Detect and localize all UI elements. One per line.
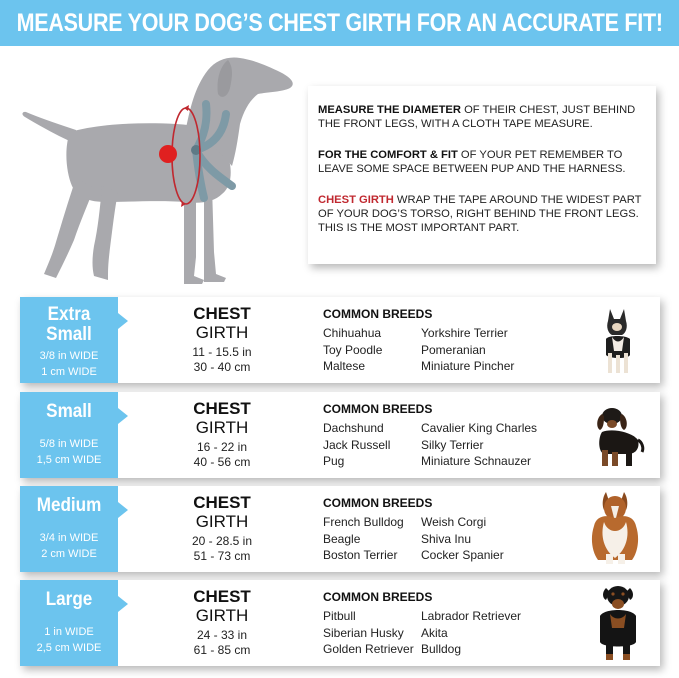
rottweiler-icon (590, 582, 646, 664)
girth-cm: 61 - 85 cm (193, 643, 251, 657)
size-name-line: Large (45, 589, 93, 610)
chihuahua-icon (592, 305, 642, 377)
girth-inches: 24 - 33 in (196, 628, 248, 642)
breeds-title: COMMON BREEDS (323, 590, 433, 604)
girth-inches: 11 - 15.5 in (192, 345, 252, 359)
girth-cm: 40 - 56 cm (193, 455, 251, 469)
breed-item: French Bulldog (323, 515, 404, 529)
breed-item: Golden Retriever (323, 642, 414, 656)
chest-girth-block (162, 587, 282, 658)
chest-label: CHEST (193, 587, 251, 606)
breed-item: Miniature Pincher (421, 359, 515, 373)
breed-item: Shiva Inu (421, 531, 472, 546)
breeds-title: COMMON BREEDS (323, 307, 433, 321)
breed-item: Yorkshire Terrier (421, 326, 508, 340)
breed-item: Maltese (323, 359, 366, 373)
breed-item: Akita (421, 625, 448, 640)
breed-item: Dachshund (323, 421, 384, 435)
breed-item: Siberian Husky (323, 625, 404, 640)
size-tab (20, 486, 118, 572)
girth-cm: 51 - 73 cm (193, 549, 251, 563)
instruction-lead: MEASURE THE DIAMETER (318, 104, 461, 116)
instruction-comfort (318, 148, 646, 176)
breeds-title: COMMON BREEDS (323, 402, 433, 416)
size-name-line: Medium (36, 495, 102, 516)
size-tab (20, 297, 118, 383)
breed-item: Cocker Spanier (421, 548, 504, 562)
girth-label: GIRTH (195, 512, 249, 531)
size-name-line: Small (46, 324, 92, 345)
breed-item: Miniature Schnauzer (421, 454, 532, 468)
chest-girth-block (162, 304, 282, 375)
strap-width-cm: 1 cm WIDE (41, 366, 97, 378)
breed-item: Chihuahua (323, 326, 382, 340)
breed-item: Pug (323, 454, 345, 468)
breed-item: Toy Poodle (323, 342, 383, 357)
instruction-diameter (318, 103, 646, 131)
breed-item: Jack Russell (323, 437, 391, 452)
instruction-lead: FOR THE COMFORT & FIT (318, 149, 458, 161)
breed-item: Silky Terrier (421, 437, 484, 452)
size-row-large (20, 580, 660, 666)
instruction-text: OF THEIR CHEST, JUST BEHIND THE FRONT LEGS, WITH A CLOTH TAPE MEASURE. (318, 104, 636, 130)
common-breeds (323, 496, 583, 564)
size-row-small (20, 392, 660, 478)
strap-width-in: 1 in WIDE (44, 626, 94, 638)
chest-label: CHEST (193, 304, 251, 323)
girth-cm: 30 - 40 cm (193, 360, 251, 374)
dog-silhouette-icon (22, 58, 292, 285)
strap-width-cm: 2,5 cm WIDE (36, 642, 102, 654)
dog-harness-illustration (18, 52, 308, 292)
size-row-medium (20, 486, 660, 572)
breed-item: Pomeranian (421, 342, 486, 357)
chest-girth-block (162, 493, 282, 564)
girth-inches: 20 - 28.5 in (191, 534, 253, 548)
breed-item: Weish Corgi (421, 515, 487, 529)
strap-width-in: 5/8 in WIDE (39, 438, 99, 450)
collie-icon (584, 488, 646, 568)
chest-label: CHEST (193, 493, 251, 512)
breed-item: Bulldog (421, 642, 462, 656)
strap-width-cm: 2 cm WIDE (41, 548, 97, 560)
measuring-instructions-card (308, 86, 656, 264)
title-banner (0, 0, 679, 46)
size-name-line: Extra (47, 304, 91, 325)
common-breeds (323, 307, 583, 375)
girth-label: GIRTH (195, 606, 249, 625)
strap-width-cm: 1,5 cm WIDE (36, 454, 102, 466)
dachshund-icon (582, 404, 646, 470)
page-title: MEASURE YOUR DOG’S CHEST GIRTH FOR AN ACCURATE FIT! (16, 8, 663, 37)
size-tab (20, 580, 118, 666)
girth-inches: 16 - 22 in (196, 440, 248, 454)
size-tab (20, 392, 118, 478)
breeds-title: COMMON BREEDS (323, 496, 433, 510)
breed-item: Beagle (323, 531, 361, 546)
strap-width-in: 3/4 in WIDE (39, 532, 99, 544)
strap-width-in: 3/8 in WIDE (39, 350, 99, 362)
breed-item: Boston Terrier (323, 548, 398, 562)
instruction-text: WRAP THE TAPE AROUND THE WIDEST PART OF YOUR DOG’S TORSO, RIGHT BEHIND THE FRONT LEGS. THIS IS THE MOST IMPORTANT PART. (318, 194, 642, 234)
breed-item: Pitbull (323, 609, 356, 623)
size-name-line: Small (46, 401, 92, 422)
breed-item: Cavalier King Charles (421, 421, 538, 435)
chest-label: CHEST (193, 399, 251, 418)
instruction-chest-girth (318, 193, 646, 235)
girth-label: GIRTH (195, 418, 249, 437)
girth-label: GIRTH (195, 323, 249, 342)
size-row-extra-small (20, 297, 660, 383)
instruction-text: OF YOUR PET REMEMBER TO LEAVE SOME SPACE BETWEEN PUP AND THE HARNESS. (318, 149, 626, 175)
common-breeds (323, 402, 583, 470)
chest-girth-block (162, 399, 282, 470)
common-breeds (323, 590, 583, 658)
measure-point-icon (159, 145, 177, 163)
instruction-lead: CHEST GIRTH (318, 194, 394, 206)
breed-item: Labrador Retriever (421, 609, 522, 623)
